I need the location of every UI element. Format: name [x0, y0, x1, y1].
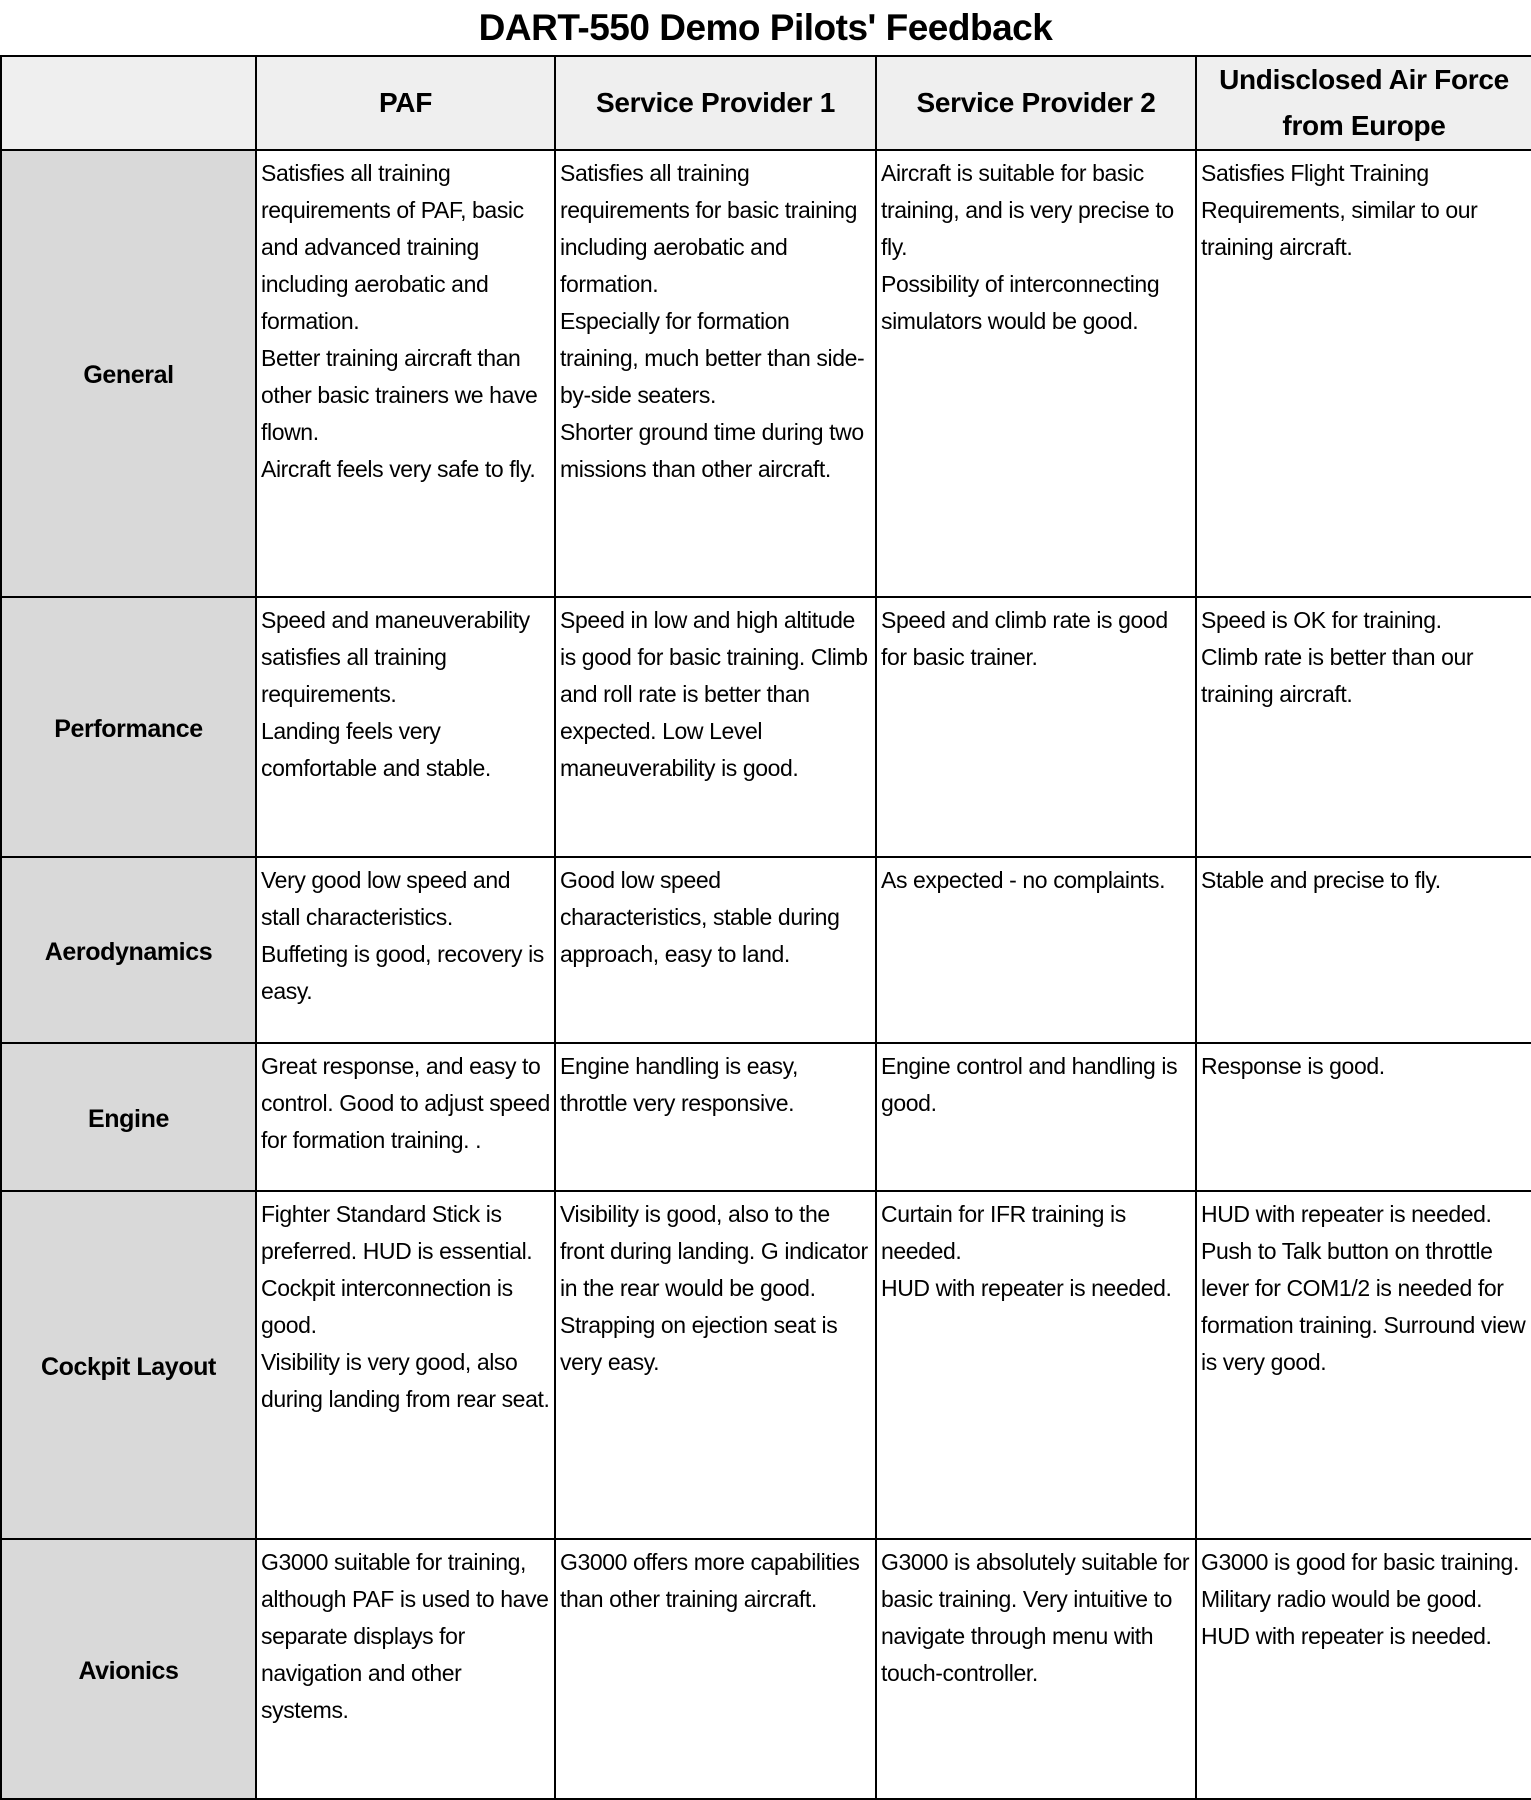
table-row: [1, 1191, 1531, 1539]
feedback-cell: Fighter Standard Stick is preferred. HUD is essential. Cockpit interconnection is good. Visibility is very good, also during landing from rear seat.: [256, 1191, 555, 1539]
feedback-cell: Speed and climb rate is good for basic trainer.: [876, 597, 1196, 857]
page-title: DART-550 Demo Pilots' Feedback: [478, 7, 1053, 48]
row-label: General: [1, 150, 256, 597]
feedback-cell: Stable and precise to fly.: [1196, 857, 1531, 1043]
feedback-cell: Engine handling is easy, throttle very responsive.: [555, 1043, 876, 1191]
feedback-cell: G3000 suitable for training, although PAF is used to have separate displays for navigation and other systems.: [256, 1539, 555, 1799]
row-label: Cockpit Layout: [1, 1191, 256, 1539]
column-header: Undisclosed Air Force from Europe: [1196, 56, 1531, 150]
row-label: Avionics: [1, 1539, 256, 1799]
column-header: Service Provider 1: [555, 56, 876, 150]
row-label: Aerodynamics: [1, 857, 256, 1043]
table-row: [1, 857, 1531, 1043]
feedback-table: [0, 55, 1531, 1800]
feedback-cell: Response is good.: [1196, 1043, 1531, 1191]
column-header: PAF: [256, 56, 555, 150]
row-label: Performance: [1, 597, 256, 857]
feedback-cell: Engine control and handling is good.: [876, 1043, 1196, 1191]
feedback-cell: Speed and maneuverability satisfies all training requirements. Landing feels very comfortable and stable.: [256, 597, 555, 857]
feedback-cell: Satisfies Flight Training Requirements, similar to our training aircraft.: [1196, 150, 1531, 597]
feedback-cell: Good low speed characteristics, stable during approach, easy to land.: [555, 857, 876, 1043]
feedback-cell: Satisfies all training requirements of PAF, basic and advanced training including aerobatic and formation. Better training aircraft than other basic trainers we have flown. Aircraft feels very safe to fly.: [256, 150, 555, 597]
feedback-cell: G3000 is good for basic training. Military radio would be good. HUD with repeater is needed.: [1196, 1539, 1531, 1799]
feedback-cell: Great response, and easy to control. Good to adjust speed for formation training. .: [256, 1043, 555, 1191]
feedback-cell: Very good low speed and stall characteristics. Buffeting is good, recovery is easy.: [256, 857, 555, 1043]
table-row: [1, 150, 1531, 597]
feedback-cell: Satisfies all training requirements for basic training including aerobatic and formation. Especially for formation training, much better than side-by-side seaters. Shorter ground time during two missions than other aircraft.: [555, 150, 876, 597]
feedback-cell: Curtain for IFR training is needed. HUD with repeater is needed.: [876, 1191, 1196, 1539]
feedback-cell: G3000 is absolutely suitable for basic training. Very intuitive to navigate through menu with touch-controller.: [876, 1539, 1196, 1799]
feedback-cell: Aircraft is suitable for basic training, and is very precise to fly. Possibility of interconnecting simulators would be good.: [876, 150, 1196, 597]
table-row: [1, 1043, 1531, 1191]
feedback-cell: G3000 offers more capabilities than other training aircraft.: [555, 1539, 876, 1799]
header-row: [1, 56, 1531, 150]
table-row: [1, 1539, 1531, 1799]
feedback-cell: As expected - no complaints.: [876, 857, 1196, 1043]
table-row: [1, 597, 1531, 857]
column-header: Service Provider 2: [876, 56, 1196, 150]
feedback-cell: Visibility is good, also to the front during landing. G indicator in the rear would be good. Strapping on ejection seat is very easy.: [555, 1191, 876, 1539]
feedback-cell: Speed is OK for training. Climb rate is better than our training aircraft.: [1196, 597, 1531, 857]
feedback-cell: Speed in low and high altitude is good for basic training. Climb and roll rate is better than expected. Low Level maneuverability is good.: [555, 597, 876, 857]
corner-cell: [1, 56, 256, 150]
feedback-cell: HUD with repeater is needed. Push to Talk button on throttle lever for COM1/2 is needed for formation training. Surround view is very good.: [1196, 1191, 1531, 1539]
row-label: Engine: [1, 1043, 256, 1191]
